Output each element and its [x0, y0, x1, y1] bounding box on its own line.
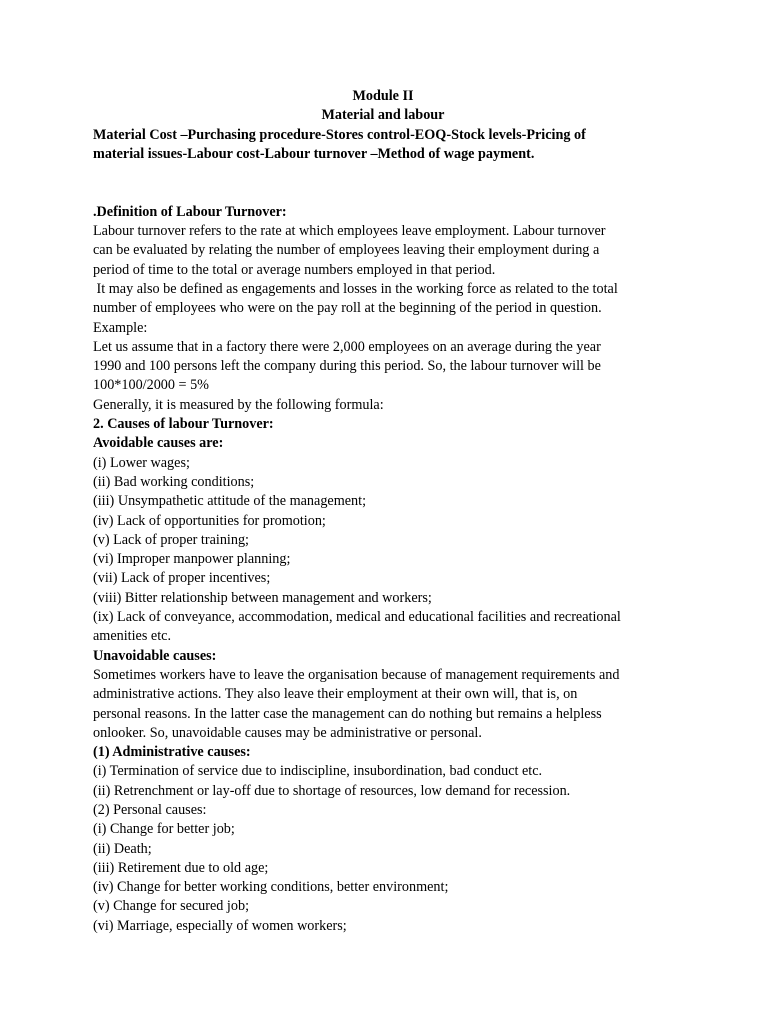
- example-line: Let us assume that in a factory there were 2,000 employees on an average during the year: [93, 338, 601, 355]
- personal-item: (iv) Change for better working conditions, better environment;: [93, 879, 449, 896]
- unavoidable-line: Sometimes workers have to leave the organisation because of management requirements and: [93, 666, 620, 683]
- avoidable-item: (iii) Unsympathetic attitude of the management;: [93, 493, 367, 510]
- administrative-heading: (1) Administrative causes:: [93, 744, 251, 761]
- personal-item: (vi) Marriage, especially of women workers;: [93, 917, 347, 934]
- example-line: 1990 and 100 persons left the company during this period. So, the labour turnover will be: [93, 358, 601, 375]
- module-subtitle: Material and labour: [321, 107, 445, 124]
- avoidable-item: (vi) Improper manpower planning;: [93, 551, 291, 568]
- administrative-item: (ii) Retrenchment or lay-off due to shortage of resources, low demand for recession.: [93, 782, 571, 799]
- avoidable-item: (iv) Lack of opportunities for promotion;: [93, 512, 326, 529]
- avoidable-item: (v) Lack of proper training;: [93, 531, 250, 548]
- unavoidable-line: personal reasons. In the latter case the management can do nothing but remains a helpless: [93, 705, 602, 722]
- example-label: Example:: [93, 319, 148, 336]
- definition-line: can be evaluated by relating the number of employees leaving their employment during a: [93, 242, 600, 259]
- causes-heading: 2. Causes of labour Turnover:: [93, 416, 274, 433]
- avoidable-item: (viii) Bitter relationship between management and workers;: [93, 589, 432, 606]
- formula-intro: Generally, it is measured by the following formula:: [93, 396, 384, 413]
- definition-heading: .Definition of Labour Turnover:: [93, 203, 287, 220]
- avoidable-item: (ix) Lack of conveyance, accommodation, medical and educational facilities and recreational: [93, 609, 621, 626]
- avoidable-item: (ii) Bad working conditions;: [93, 473, 255, 490]
- avoidable-item: (vii) Lack of proper incentives;: [93, 570, 271, 587]
- definition-line: Labour turnover refers to the rate at which employees leave employment. Labour turnover: [93, 223, 606, 240]
- syllabus-line: Material Cost –Purchasing procedure-Stores control-EOQ-Stock levels-Pricing of: [93, 126, 586, 143]
- unavoidable-line: administrative actions. They also leave their employment at their own will, that is, on: [93, 686, 578, 703]
- definition-line: number of employees who were on the pay roll at the beginning of the period in question.: [93, 300, 602, 317]
- definition-line: period of time to the total or average numbers employed in that period.: [93, 261, 496, 278]
- unavoidable-line: onlooker. So, unavoidable causes may be administrative or personal.: [93, 724, 482, 741]
- avoidable-item: (i) Lower wages;: [93, 454, 190, 471]
- document-page: [93, 87, 683, 936]
- example-formula: 100*100/2000 = 5%: [93, 377, 209, 394]
- personal-heading: (2) Personal causes:: [93, 801, 207, 818]
- section-spacer: [93, 164, 683, 203]
- definition-line: It may also be defined as engagements and losses in the working force as related to the total: [93, 280, 618, 297]
- administrative-item: (i) Termination of service due to indiscipline, insubordination, bad conduct etc.: [93, 763, 543, 780]
- unavoidable-heading: Unavoidable causes:: [93, 647, 217, 664]
- syllabus-line: material issues-Labour cost-Labour turnover –Method of wage payment.: [93, 145, 535, 162]
- personal-item: (iii) Retirement due to old age;: [93, 859, 269, 876]
- personal-item: (i) Change for better job;: [93, 821, 235, 838]
- avoidable-heading: Avoidable causes are:: [93, 435, 224, 452]
- personal-item: (v) Change for secured job;: [93, 898, 250, 915]
- avoidable-item: amenities etc.: [93, 628, 171, 645]
- personal-item: (ii) Death;: [93, 840, 152, 857]
- module-title: Module II: [352, 88, 414, 104]
